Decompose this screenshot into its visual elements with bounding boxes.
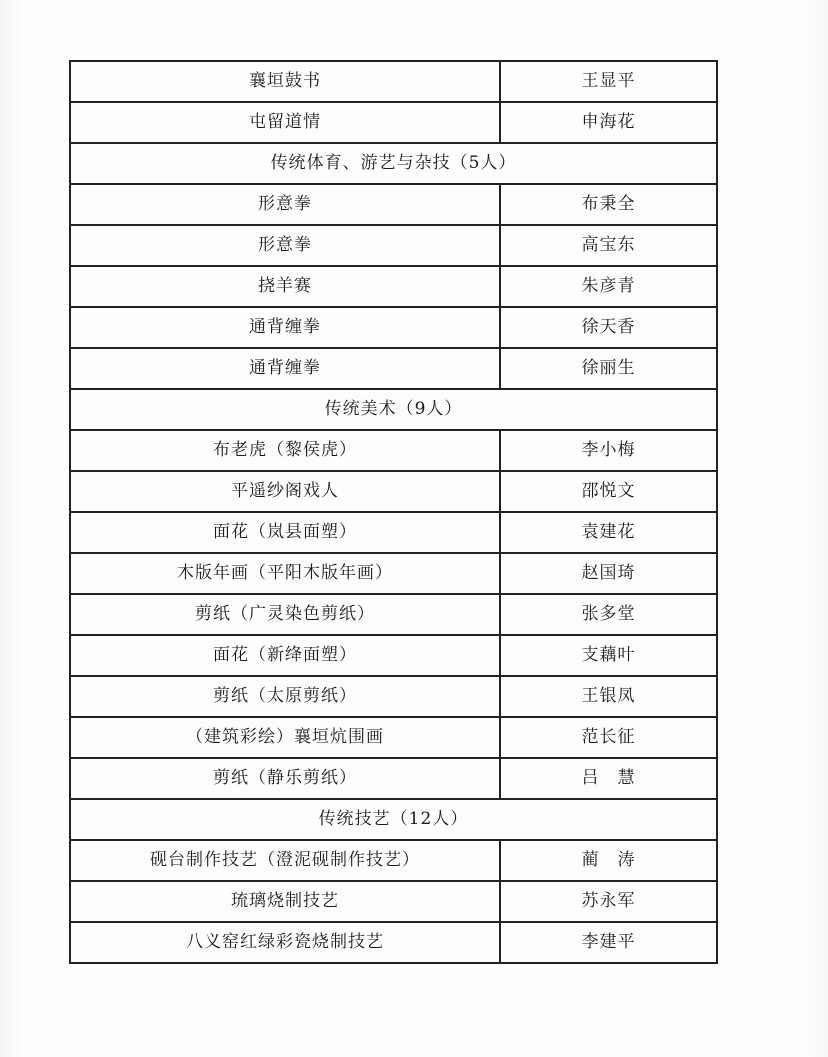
table-row bbox=[70, 717, 717, 758]
project-name-cell: 面花（新绛面塑） bbox=[70, 635, 500, 676]
table-row bbox=[70, 225, 717, 266]
project-name-cell: 襄垣鼓书 bbox=[70, 61, 500, 102]
inheritor-name-cell: 苏永军 bbox=[500, 881, 717, 922]
table-row bbox=[70, 840, 717, 881]
table-row bbox=[70, 635, 717, 676]
table-row bbox=[70, 266, 717, 307]
inheritor-name-cell: 吕 慧 bbox=[500, 758, 717, 799]
table-row bbox=[70, 307, 717, 348]
inheritor-name-cell: 支藕叶 bbox=[500, 635, 717, 676]
project-name-cell: 屯留道情 bbox=[70, 102, 500, 143]
table-row bbox=[70, 102, 717, 143]
inheritor-name-cell: 朱彦青 bbox=[500, 266, 717, 307]
inheritor-table bbox=[69, 60, 718, 964]
table-row bbox=[70, 348, 717, 389]
table-row bbox=[70, 430, 717, 471]
inheritor-name-cell: 张多堂 bbox=[500, 594, 717, 635]
inheritor-name-cell: 王银凤 bbox=[500, 676, 717, 717]
project-name-cell: 剪纸（太原剪纸） bbox=[70, 676, 500, 717]
section-title: 传统体育、游艺与杂技（5人） bbox=[70, 143, 717, 184]
section-header-row bbox=[70, 799, 717, 840]
project-name-cell: 平遥纱阁戏人 bbox=[70, 471, 500, 512]
inheritor-name-cell: 徐丽生 bbox=[500, 348, 717, 389]
inheritor-name-cell: 邵悦文 bbox=[500, 471, 717, 512]
inheritor-name-cell: 李小梅 bbox=[500, 430, 717, 471]
inheritor-name-cell: 李建平 bbox=[500, 922, 717, 963]
project-name-cell: 挠羊赛 bbox=[70, 266, 500, 307]
table-row bbox=[70, 553, 717, 594]
inheritor-name-cell: 袁建花 bbox=[500, 512, 717, 553]
project-name-cell: 八义窑红绿彩瓷烧制技艺 bbox=[70, 922, 500, 963]
inheritor-name-cell: 布秉全 bbox=[500, 184, 717, 225]
section-header-row bbox=[70, 389, 717, 430]
project-name-cell: 剪纸（静乐剪纸） bbox=[70, 758, 500, 799]
inheritor-name-cell: 高宝东 bbox=[500, 225, 717, 266]
section-title: 传统技艺（12人） bbox=[70, 799, 717, 840]
project-name-cell: 面花（岚县面塑） bbox=[70, 512, 500, 553]
project-name-cell: 琉璃烧制技艺 bbox=[70, 881, 500, 922]
project-name-cell: 形意拳 bbox=[70, 184, 500, 225]
inheritor-name-cell: 徐天香 bbox=[500, 307, 717, 348]
inheritor-name-cell: 申海花 bbox=[500, 102, 717, 143]
project-name-cell: 通背缠拳 bbox=[70, 307, 500, 348]
table-row bbox=[70, 676, 717, 717]
project-name-cell: 木版年画（平阳木版年画） bbox=[70, 553, 500, 594]
inheritor-name-cell: 蔺 涛 bbox=[500, 840, 717, 881]
table-row bbox=[70, 594, 717, 635]
table-row bbox=[70, 881, 717, 922]
project-name-cell: 剪纸（广灵染色剪纸） bbox=[70, 594, 500, 635]
project-name-cell: 通背缠拳 bbox=[70, 348, 500, 389]
table-row bbox=[70, 471, 717, 512]
project-name-cell: （建筑彩绘）襄垣炕围画 bbox=[70, 717, 500, 758]
table-row bbox=[70, 61, 717, 102]
table-row bbox=[70, 922, 717, 963]
section-header-row bbox=[70, 143, 717, 184]
table-row bbox=[70, 512, 717, 553]
project-name-cell: 砚台制作技艺（澄泥砚制作技艺） bbox=[70, 840, 500, 881]
table-body bbox=[70, 61, 717, 963]
project-name-cell: 形意拳 bbox=[70, 225, 500, 266]
inheritor-name-cell: 范长征 bbox=[500, 717, 717, 758]
project-name-cell: 布老虎（黎侯虎） bbox=[70, 430, 500, 471]
inheritor-name-cell: 赵国琦 bbox=[500, 553, 717, 594]
inheritor-name-cell: 王显平 bbox=[500, 61, 717, 102]
section-title: 传统美术（9人） bbox=[70, 389, 717, 430]
table-row bbox=[70, 758, 717, 799]
table-row bbox=[70, 184, 717, 225]
